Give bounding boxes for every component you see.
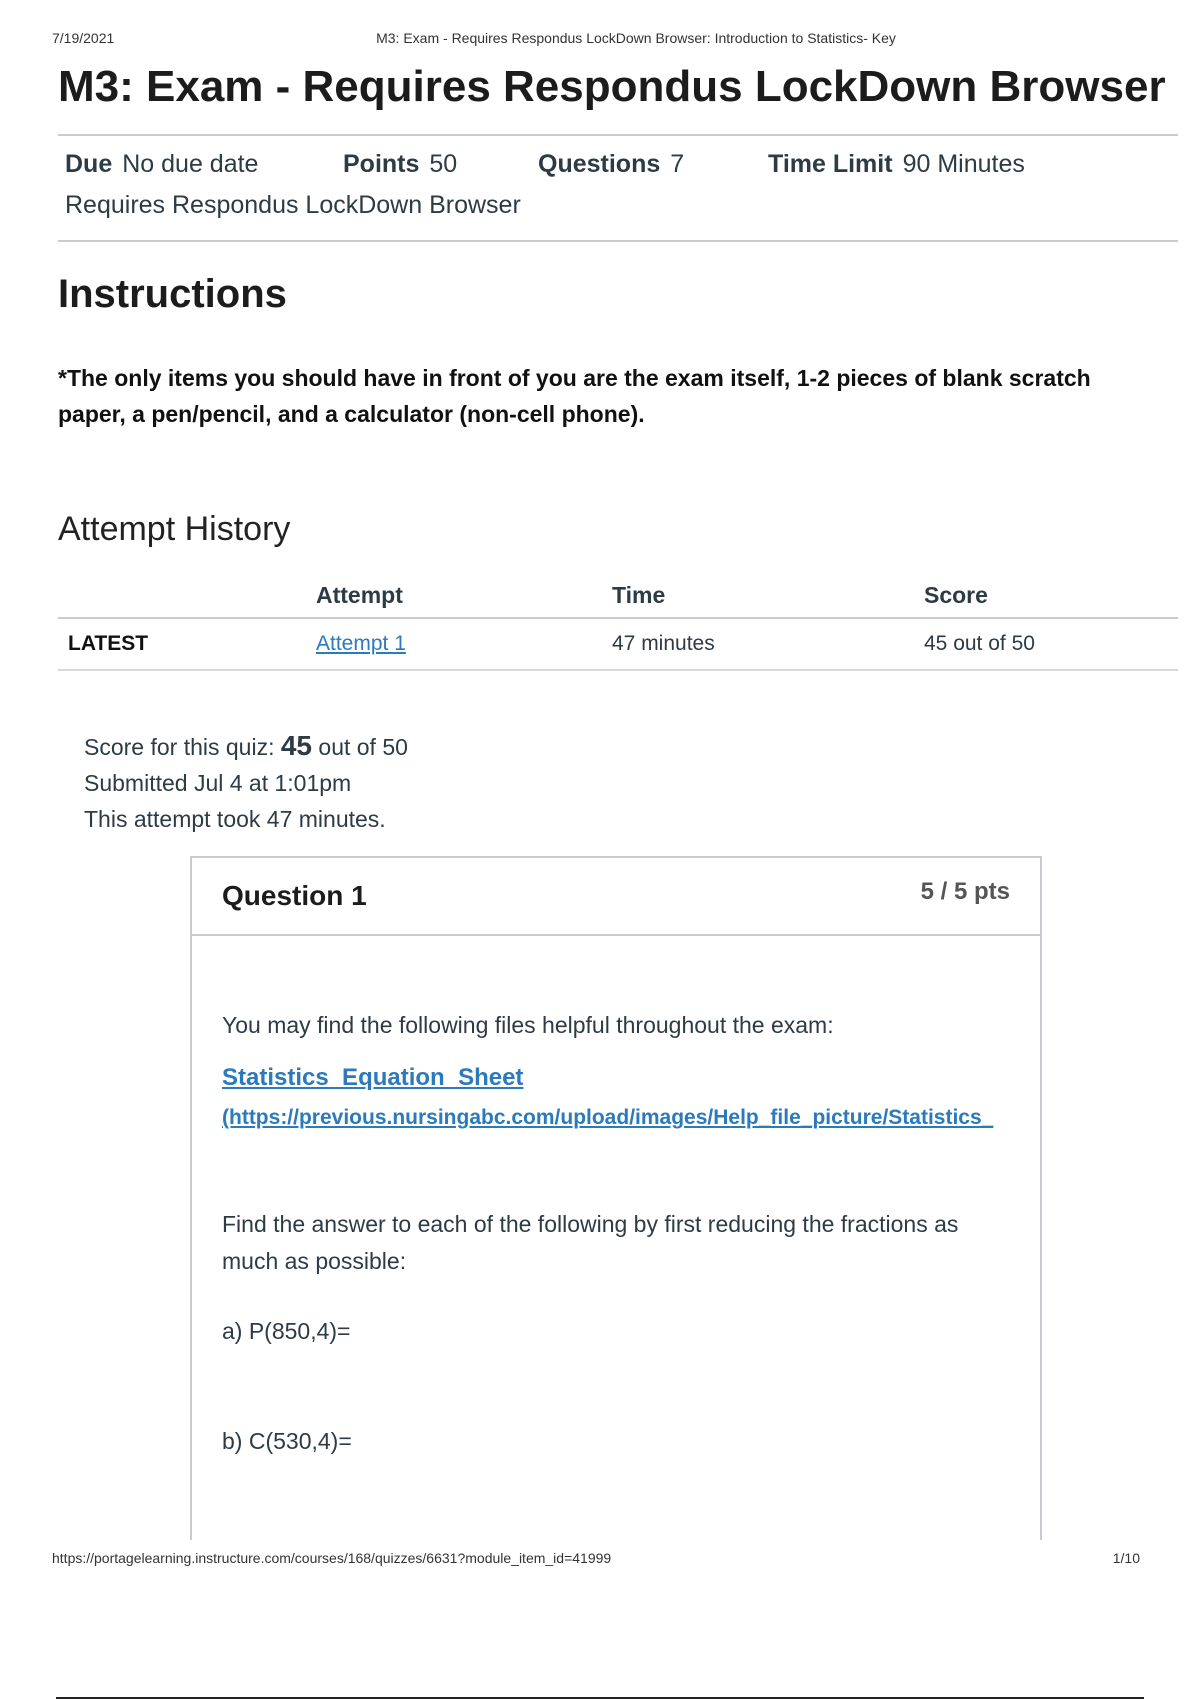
instructions-heading: Instructions (58, 272, 287, 316)
question-part-b: b) C(530,4)= (222, 1428, 352, 1454)
attempt-1-link[interactable]: Attempt 1 (316, 632, 406, 655)
lockdown-requirement: Requires Respondus LockDown Browser (65, 191, 521, 219)
table-header-row (58, 576, 1178, 618)
score-suffix: out of 50 (318, 734, 408, 760)
questions-value: 7 (670, 150, 685, 178)
score-value: 45 (280, 730, 313, 761)
equation-sheet-url[interactable]: (https://previous.nursingabc.com/upload/images/Help_file_picture/Statistics_ (222, 1106, 994, 1129)
page-number: 1/10 (1112, 1550, 1140, 1566)
submitted-time: Submitted Jul 4 at 1:01pm (84, 770, 352, 796)
points-value: 50 (429, 150, 458, 178)
time-limit-info (768, 150, 1025, 179)
question-intro: You may find the following files helpful throughout the exam: (222, 1012, 834, 1038)
instructions-text: *The only items you should have in front of you are the exam itself, 1-2 pieces of blank scratch paper, a pen/pencil, and a calculator (non-cell phone). (58, 365, 1091, 427)
next-page-edge (56, 1697, 1144, 1699)
column-header (58, 576, 306, 618)
print-url: https://portagelearning.instructure.com/courses/168/quizzes/6631?module_item_id=41999 (52, 1550, 612, 1566)
attempt-cell (306, 618, 602, 670)
page-title: M3: Exam - Requires Respondus LockDown Browser (58, 62, 1166, 111)
table-row (58, 618, 1178, 670)
score-prefix: Score for this quiz: (84, 734, 275, 760)
latest-label: LATEST (58, 618, 306, 670)
print-doc-title: M3: Exam - Requires Respondus LockDown Browser: Introduction to Statistics- Key (376, 30, 896, 46)
due-info (65, 150, 343, 179)
points-info (343, 150, 538, 179)
quiz-score-line (84, 728, 408, 765)
score-cell: 45 out of 50 (914, 618, 1178, 670)
question-prompt: Find the answer to each of the following by first reducing the fractions as much as possible: (222, 1211, 959, 1274)
print-date: 7/19/2021 (52, 30, 115, 46)
attempt-duration: This attempt took 47 minutes. (84, 806, 386, 832)
column-header: Score (914, 576, 1178, 618)
column-header: Attempt (306, 576, 602, 618)
quiz-meta (65, 150, 1025, 220)
question-header (192, 858, 1040, 936)
question-title: Question 1 (222, 880, 367, 911)
time-cell: 47 minutes (602, 618, 914, 670)
questions-label: Questions (538, 150, 661, 178)
print-header (52, 30, 1140, 50)
due-value: No due date (122, 150, 259, 178)
time-limit-value: 90 Minutes (902, 150, 1025, 178)
question-points: 5 / 5 pts (920, 878, 1010, 905)
divider (58, 240, 1178, 242)
questions-info (538, 150, 768, 179)
score-summary (84, 728, 408, 837)
due-label: Due (65, 150, 113, 178)
divider (58, 134, 1178, 136)
attempt-history-heading: Attempt History (58, 510, 291, 548)
time-limit-label: Time Limit (768, 150, 893, 178)
column-header: Time (602, 576, 914, 618)
question-part-a: a) P(850,4)= (222, 1318, 351, 1344)
equation-sheet-link[interactable]: Statistics_Equation_Sheet (222, 1064, 524, 1091)
attempt-history-table (58, 576, 1178, 671)
points-label: Points (343, 150, 420, 178)
